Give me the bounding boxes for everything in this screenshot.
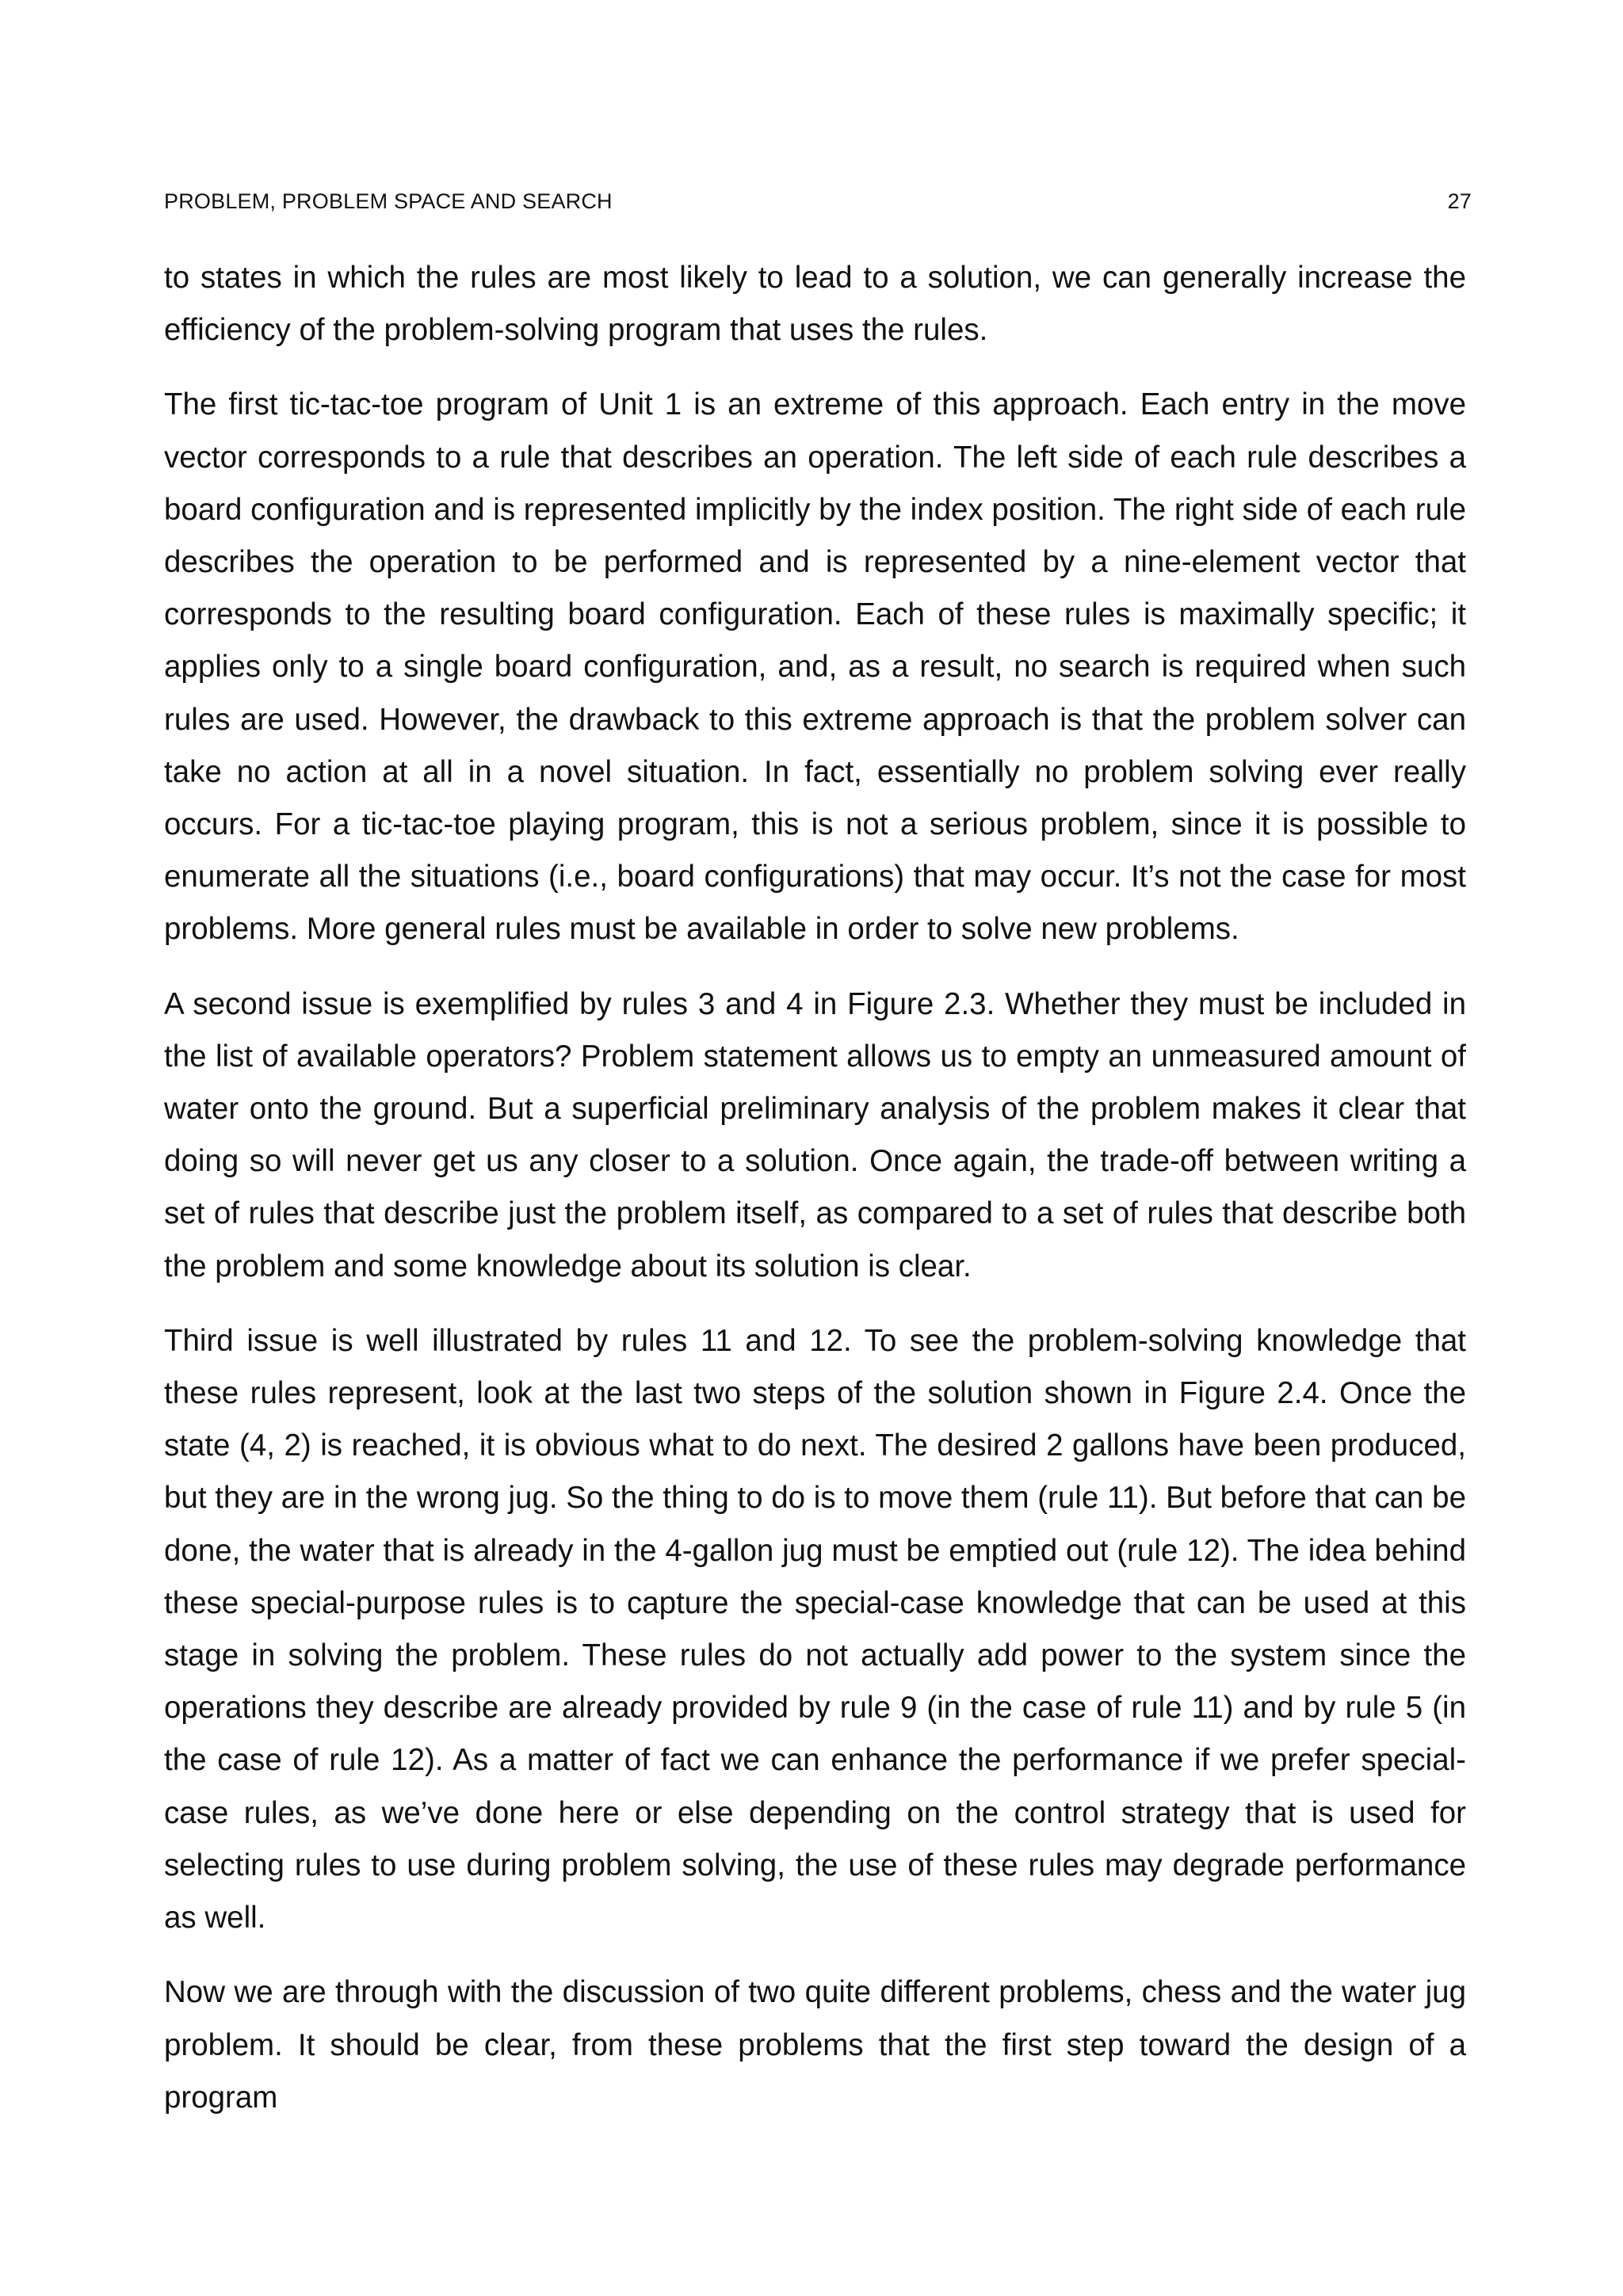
- running-title: PROBLEM, PROBLEM SPACE AND SEARCH: [164, 189, 613, 213]
- body-text: [164, 252, 1466, 2146]
- paragraph-2: The first tic-tac-toe program of Unit 1 is an extreme of this approach. Each entry in the move vector corresponds to a rule that describes an operation. The left side of each rule describes a board configuration and is represented implicitly by the index position. The right side of each rule describes the operation to be performed and is represented by a nine-element vector that corresponds to the resulting board configuration. Each of these rules is maximally specific; it applies only to a single board configuration, and, as a result, no search is required when such rules are used. However, the drawback to this extreme approach is that the problem solver can take no action at all in a novel situation. In fact, essentially no problem solving ever really occurs. For a tic-tac-toe playing program, this is not a serious problem, since it is possible to enumerate all the situations (i.e., board configurations) that may occur. It’s not the case for most problems. More general rules must be available in order to solve new problems.: [164, 387, 1466, 947]
- running-header: [164, 187, 1472, 215]
- paragraph-5: Now we are through with the discussion of two quite different problems, chess and the water jug problem. It should be clear, from these problems that the first step toward the design of a program: [164, 1975, 1466, 2115]
- paragraph-1: to states in which the rules are most likely to lead to a solution, we can generally increase the efficiency of the problem-solving program that uses the rules.: [164, 261, 1466, 348]
- page-number: 27: [1447, 189, 1472, 213]
- paragraph-4: Third issue is well illustrated by rules 11 and 12. To see the problem-solving knowledge that these rules represent, look at the last two steps of the solution shown in Figure 2.4. Once the state (4, 2) is reached, it is obvious what to do next. The desired 2 gallons have been produced, but they are in the wrong jug. So the thing to do is to move them (rule 11). But before that can be done, the water that is already in the 4-gallon jug must be emptied out (rule 12). The idea behind these special-purpose rules is to capture the special-case knowledge that can be used at this stage in solving the problem. These rules do not actually add power to the system since the operations they describe are already provided by rule 9 (in the case of rule 11) and by rule 5 (in the case of rule 12). As a matter of fact we can enhance the performance if we prefer special-case rules, as we’ve done here or else depending on the control strategy that is used for selecting rules to use during problem solving, the use of these rules may degrade performance as well.: [164, 1323, 1466, 1936]
- paragraph-3: A second issue is exemplified by rules 3 and 4 in Figure 2.3. Whether they must be included in the list of available operators? Problem statement allows us to empty an unmeasured amount of water onto the ground. But a superficial preliminary analysis of the problem makes it clear that doing so will never get us any closer to a solution. Once again, the trade-off between writing a set of rules that describe just the problem itself, as compared to a set of rules that describe both the problem and some knowledge about its solution is clear.: [164, 986, 1466, 1283]
